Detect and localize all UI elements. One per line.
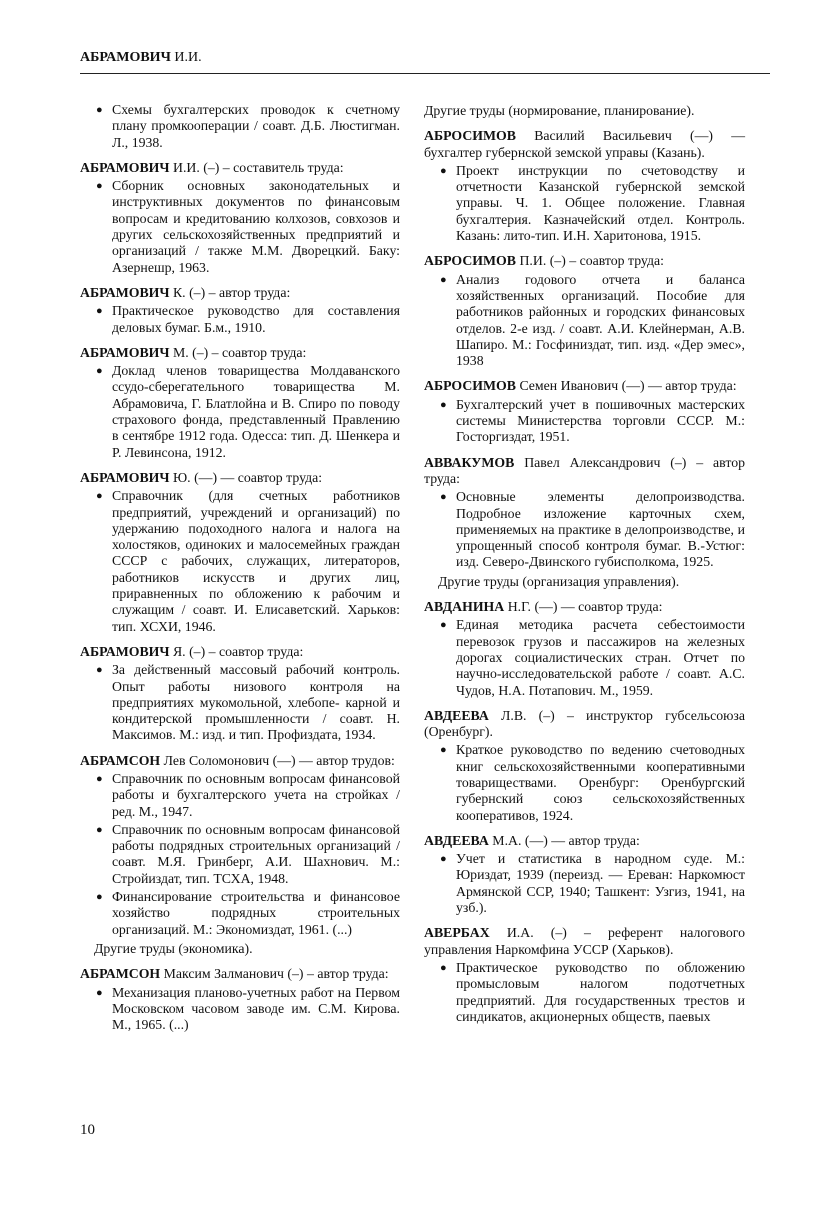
list-item	[424, 397, 745, 446]
entry-surname: АБРОСИМОВ	[424, 128, 516, 144]
bullet-text: Сборник основных законодательных и инструктивных документов по финансовым вопросам и кредитованию колхозов, совхозов и других сельскохозяйственных предприятий и организаций / также М.М. Дворецкий. Баку: Азернешр, 1963.	[112, 178, 400, 275]
entry-heading	[80, 345, 400, 361]
header-initials: И.И.	[174, 50, 202, 65]
list-item	[424, 742, 745, 823]
entry	[80, 966, 400, 1033]
bullet-text: Анализ годового отчета и баланса хозяйственных организаций. Пособие для работников районных и городских финансовых отделов. 2-е изд. / соавт. А.И. Клейнерман, А.В. Шапиро. М.: Госфиниздат, тип. изд. «Дер эмес», 1938	[456, 271, 745, 369]
other-works: Другие труды (экономика).	[94, 940, 253, 956]
entry	[424, 708, 745, 824]
entry-surname: АВДЕЕВА	[424, 707, 489, 723]
list-item	[80, 102, 400, 151]
list-item	[424, 617, 745, 698]
list-item	[424, 163, 745, 244]
list-item	[80, 488, 400, 635]
entry-surname: АВДАНИНА	[424, 599, 505, 615]
entry-details: Максим Залманович (–) – автор труда:	[163, 966, 389, 982]
entry-details: Павел Александрович (–) – автор труда:	[424, 454, 745, 486]
entry-details: И.А. (–) – референт налогового управления Наркомфина УССР (Харьков).	[424, 925, 745, 957]
entry	[424, 455, 745, 590]
entry-heading	[424, 253, 745, 269]
entry-heading	[424, 455, 745, 488]
entry	[80, 285, 400, 336]
entry-heading	[80, 470, 400, 486]
bullet-text: Основные элементы делопроизводства. Подробное изложение карточных схем, применяемых на практике в делопроизводстве, и упрощенный способ контроля бумаг. В.-Устюг: изд. Северо-Двинского губисполкома, 1925.	[456, 489, 745, 570]
bullet-icon: ●	[96, 772, 103, 785]
entry-heading	[80, 966, 400, 982]
page-number: 10	[80, 1122, 95, 1138]
bullet-icon: ●	[440, 619, 447, 632]
bullet-text: Единая методика расчета себестоимости перевозок грузов и пассажиров на железных дорогах социалистических стран. Отчет по научно-исследовательской работе / соавт. А.С. Чудов, Н.А. Потапович. М., 1959.	[456, 617, 745, 698]
entry-heading	[80, 160, 400, 176]
entry-details: М. (–) – соавтор труда:	[172, 344, 307, 360]
bullet-icon: ●	[96, 490, 103, 503]
entry-details: К. (–) – автор труда:	[172, 284, 291, 300]
left-column	[80, 100, 400, 1042]
bullet-text: Проект инструкции по счетоводству и отчетности Казанской губернской земской управы. Ч. 1. Общее положение. Главная бухгалтерия. Казначейский отдел. Контроль. Казань: лито-тип. И.Н. Харитонова, 1915.	[456, 162, 745, 244]
entry-details: Л.В. (–) – инструктор губсельсоюза (Оренбург).	[424, 707, 745, 740]
entry-details: Н.Г. (—) — соавтор труда:	[507, 599, 663, 615]
entry-heading	[424, 833, 745, 849]
list-item	[424, 851, 745, 916]
bullet-icon: ●	[440, 961, 447, 974]
entry-surname: АБРАМСОН	[80, 966, 161, 982]
bullet-icon: ●	[440, 164, 447, 177]
list-item	[424, 489, 745, 570]
bullet-text: Практическое руководство по обложению промысловым налогом подотчетных предприятий. Для государственных трестов и синдикатов, акционерных обществ, паевых	[456, 959, 745, 1024]
bullet-text: Справочник по основным вопросам финансовой работы подрядных строительных организаций / соавт. М.Я. Гринберг, А.И. Шахнович. М.: Стройиздат, тип. ТСХА, 1948.	[112, 821, 400, 886]
bullet-text: Бухгалтерский учет в пошивочных мастерских системы Министерства торговли СССР. М.: Госторгиздат, 1951.	[456, 396, 745, 445]
list-item	[80, 363, 400, 461]
bullet-text: Справочник (для счетных работников предприятий, учреждений и организаций) по удержанию подоходного налога и налога на холостяков, одиноких и малосемейных граждан СССР с рабочих, служащих, литераторов, работников искусств и других лиц, приравненных по обложению к рабочим и служащим / соавт. И. Елисаветский. Харьков: тип. ХСХИ, 1946.	[112, 488, 400, 634]
entry	[424, 833, 745, 916]
entry-heading	[424, 708, 745, 741]
bullet-icon: ●	[96, 180, 103, 193]
bullet-text: Схемы бухгалтерских проводок к счетному плану промкооперации / соавт. Д.Б. Люстигман. Л., 1938.	[112, 102, 400, 150]
entry-heading	[424, 925, 745, 958]
bullet-text: За действенный массовый рабочий контроль. Опыт работы низового контроля на предприятиях мукомольной, хлебопе- карной и кондитерской промышленности / соавт. Н. Максимов. М.: изд. и тип. Профиздата, 1934.	[112, 662, 400, 743]
list-item	[424, 272, 745, 370]
bullet-icon: ●	[96, 664, 103, 677]
entry-details: Василий Васильевич (—) — бухгалтер губернской земской управы (Казань).	[424, 128, 746, 160]
entry	[80, 644, 400, 744]
bullet-icon: ●	[96, 891, 103, 904]
entry	[424, 599, 745, 699]
other-works: Другие труды (нормирование, планирование).	[424, 103, 695, 118]
bullet-icon: ●	[96, 823, 103, 836]
running-header	[80, 50, 770, 66]
bullet-text: Справочник по основным вопросам финансовой работы и бухгалтерского учета на стройках / ред. М., 1947.	[112, 770, 400, 819]
entry-heading	[424, 378, 745, 394]
entry-details: Я. (–) – соавтор труда:	[172, 643, 304, 659]
bullet-text: Финансирование строительства и финансовое хозяйство подрядных строительных организаций. М.: Экономиздат, 1961. (...)	[112, 889, 400, 937]
entry-details: Лев Соломонович (—) — автор трудов:	[163, 752, 395, 768]
entry-details: П.И. (–) – соавтор труда:	[519, 253, 664, 269]
list-item	[80, 178, 400, 276]
bullet-text: Доклад членов товарищества Молдаванского ссудо-сберегательного товарищества М. Абрамовича, Г. Блатлойна и В. Спиро по поводу страхового фонда, представленный Правлению в сентябре 1912 года. Одесса: тип. Д. Шенкера и Р. Левинсона, 1912.	[112, 363, 400, 460]
bullet-text: Механизация планово-учетных работ на Первом Московском часовом заводе им. С.М. Кирова. М., 1965. (...)	[112, 984, 400, 1033]
entry-surname: АБРАМСОН	[80, 752, 161, 768]
entry-heading	[80, 753, 400, 769]
bullet-icon: ●	[96, 986, 103, 999]
entry-surname: АБРОСИМОВ	[424, 253, 516, 269]
entry	[424, 925, 745, 1025]
entry-surname: АБРОСИМОВ	[424, 378, 516, 394]
entry-surname: АБРАМОВИЧ	[80, 643, 170, 659]
list-item	[80, 822, 400, 887]
bullet-icon: ●	[440, 853, 447, 866]
header-surname: АБРАМОВИЧ	[80, 50, 171, 65]
entry	[424, 378, 745, 445]
entry	[80, 102, 400, 151]
entry-heading	[424, 599, 745, 615]
other-works: Другие труды (организация управления).	[438, 573, 680, 589]
entry-heading	[424, 128, 745, 161]
entry-details: И.И. (–) – составитель труда:	[172, 159, 344, 175]
entry	[80, 345, 400, 461]
entry	[80, 160, 400, 276]
entry	[424, 128, 745, 244]
bullet-icon: ●	[96, 305, 103, 318]
list-item	[80, 662, 400, 743]
entry-surname: АБРАМОВИЧ	[80, 159, 170, 175]
bullet-icon: ●	[96, 104, 103, 116]
bullet-text: Практическое руководство для составления деловых бумаг. Б.м., 1910.	[112, 303, 400, 335]
list-item	[424, 960, 745, 1025]
list-item	[80, 889, 400, 938]
entry-surname: АБРАМОВИЧ	[80, 469, 170, 485]
entry-heading	[80, 285, 400, 301]
entry-surname: АВВАКУМОВ	[424, 454, 515, 470]
entry	[424, 253, 745, 369]
bullet-icon: ●	[440, 273, 447, 286]
entry	[80, 470, 400, 635]
entry-details: Ю. (—) — соавтор труда:	[172, 469, 323, 485]
entry-details: М.А. (—) — автор труда:	[492, 832, 640, 848]
bullet-text: Краткое руководство по ведению счетоводных книг сельскохозяйственными кооперативными товариществами. Оренбург: Оренбургский губернский союз сельскохозяйственных кооперативов, 1924.	[456, 742, 745, 823]
list-item	[80, 771, 400, 820]
list-item	[80, 303, 400, 336]
right-column	[424, 100, 745, 1034]
bullet-icon: ●	[440, 744, 447, 757]
header-rule	[80, 73, 770, 74]
entry-heading	[80, 644, 400, 660]
bullet-icon: ●	[440, 491, 447, 504]
bullet-icon: ●	[440, 398, 447, 411]
entry-surname: АБРАМОВИЧ	[80, 344, 170, 360]
entry-surname: АВЕРБАХ	[424, 925, 490, 941]
entry	[80, 753, 400, 958]
bullet-text: Учет и статистика в народном суде. М.: Юриздат, 1939 (переизд. — Ереван: Наркомюст Армянской ССР, 1940; Ташкент: Узгиз, 1941, на узб.).	[456, 851, 745, 916]
entry-details: Семен Иванович (—) — автор труда:	[519, 378, 737, 394]
entry-surname: АВДЕЕВА	[424, 832, 489, 848]
entry-surname: АБРАМОВИЧ	[80, 284, 170, 300]
bullet-icon: ●	[96, 365, 103, 378]
list-item	[80, 985, 400, 1034]
